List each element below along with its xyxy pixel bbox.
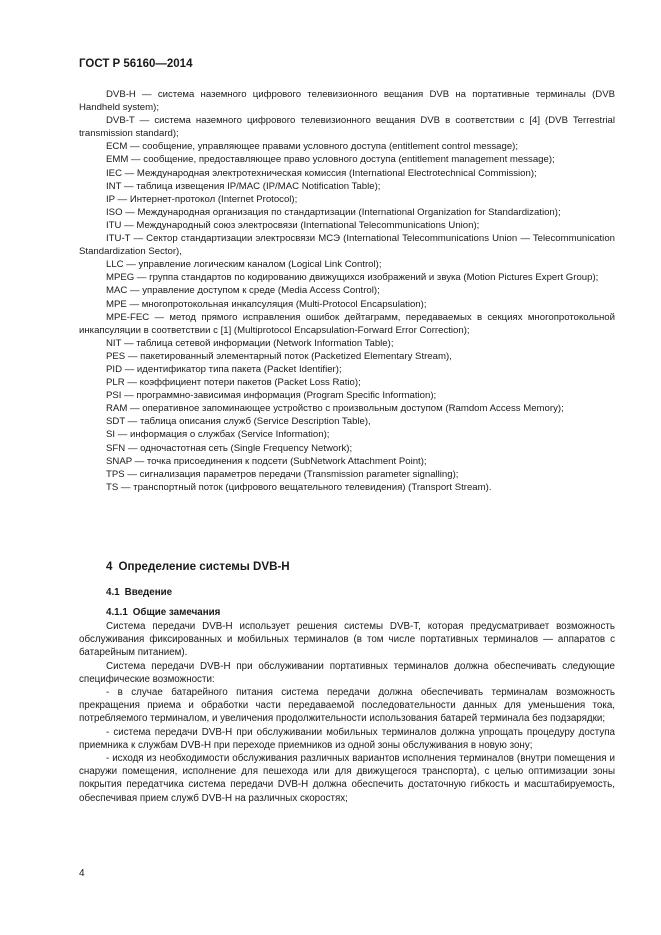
abbreviation-item: ITU-T — Сектор стандартизации электросвязи МСЭ (International Telecommunications Union — Telecommunication Standardization Sector), bbox=[79, 233, 615, 258]
document-header: ГОСТ Р 56160—2014 bbox=[79, 58, 193, 70]
abbreviation-item: SFN — одночастотная сеть (Single Frequency Network); bbox=[106, 442, 353, 454]
abbreviation-item: PLR — коэффициент потери пакетов (Packet Loss Ratio); bbox=[106, 377, 361, 389]
abbreviation-item: PES — пакетированный элементарный поток (Packetized Elementary Stream), bbox=[106, 350, 452, 362]
body-paragraph: Система передачи DVB-H при обслуживании портативных терминалов должна обеспечивать следующие специфические возможности: bbox=[79, 660, 615, 685]
abbreviation-item: SNAP — точка присоединения к подсети (SubNetwork Attachment Point); bbox=[106, 455, 427, 467]
abbreviation-item: RAM — оперативное запоминающее устройство с произвольным доступом (Ramdom Access Memory); bbox=[106, 403, 564, 415]
subsection-number: 4.1.1 bbox=[106, 607, 128, 618]
section-number: 4 bbox=[106, 560, 113, 573]
subsection-heading-4-1-1 bbox=[79, 607, 615, 618]
abbreviation-item: MPEG — группа стандартов по кодированию движущихся изображений и звука (Motion Pictures Expert Group); bbox=[106, 272, 599, 284]
abbreviation-item: INT — таблица извещения IP/MAC (IP/MAC Notification Table); bbox=[106, 180, 381, 192]
abbreviation-item: TPS — сигнализация параметров передачи (Transmission parameter signalling); bbox=[106, 468, 459, 480]
abbreviation-item: EMM — сообщение, предоставляющее право условного доступа (entitlement management message); bbox=[106, 154, 555, 166]
abbreviation-item: ISO — Международная организация по стандартизации (International Organization for Standardization); bbox=[106, 206, 561, 218]
section-title: Определение системы DVB-H bbox=[118, 560, 290, 573]
subsection-number: 4.1 bbox=[106, 587, 120, 598]
abbreviation-item: SI — информация о службах (Service Information); bbox=[106, 429, 330, 441]
abbreviation-item: NIT — таблица сетевой информации (Network Information Table); bbox=[106, 337, 394, 349]
abbreviation-item: IP — Интернет-протокол (Internet Protocol); bbox=[106, 193, 298, 205]
abbreviation-item: ECM — сообщение, управляющее правами условного доступа (entitlement control message); bbox=[106, 141, 519, 153]
subsection-heading-4-1 bbox=[79, 587, 615, 598]
abbreviation-item: MAC — управление доступом к среде (Media Access Control); bbox=[106, 285, 380, 297]
abbreviation-item: LLC — управление логическим каналом (Logical Link Control); bbox=[106, 259, 382, 271]
body-paragraph: - исходя из необходимости обслуживания различных вариантов исполнения терминалов (внутри помещения и снаружи помещения, исполнение для пешехода или для движущегося транспорта), с целью оптимизации зоны покрытия передатчика система передачи DVB-H должна обеспечить достаточную гибкость и масштабируемость, обеспечивая прием служб DVB-H на различных скоростях; bbox=[79, 753, 615, 804]
subsection-title: Введение bbox=[124, 587, 173, 598]
body-paragraph: - система передачи DVB-H при обслуживании мобильных терминалов должна упрощать процедуру доступа приемника к службам DVB-H при переходе приемников из одной зоны обслуживания в новую зону; bbox=[79, 726, 615, 751]
abbreviation-item: SDT — таблица описания служб (Service Description Table), bbox=[106, 416, 371, 428]
abbreviation-item: PID — идентификатор типа пакета (Packet Identifier); bbox=[106, 363, 342, 375]
section-heading-4 bbox=[79, 560, 615, 573]
abbreviation-item: PSI — программно-зависимая информация (Program Specific Information); bbox=[106, 390, 437, 402]
abbreviation-item: DVB-T — система наземного цифрового телевизионного вещания DVB в соответствии с [4] (DVB Terrestrial transmission standard); bbox=[79, 115, 615, 140]
abbreviation-item: DVB-H — система наземного цифрового телевизионного вещания DVB на портативные терминалы (DVB Handheld system); bbox=[79, 89, 615, 114]
body-paragraph: - в случае батарейного питания система передачи должна обеспечивать терминалам возможность прекращения приема и обработки части передаваемой последовательности данных для уменьшения тока, потребляемого терминалом, и увеличения продолжительности использования батарей терминала без подзарядки; bbox=[79, 687, 615, 725]
abbreviation-list bbox=[79, 88, 615, 494]
abbreviation-item: TS — транспортный поток (цифрового вещательного телевидения) (Transport Stream). bbox=[106, 481, 492, 493]
abbreviation-item: IEC — Международная электротехническая комиссия (International Electrotechnical Commission); bbox=[106, 167, 537, 179]
page-number: 4 bbox=[79, 868, 85, 879]
abbreviation-item: MPE-FEC — метод прямого исправления ошибок дейтаграмм, передаваемых в секциях многопротокольной инкапсуляции в соответствии с [1] (Multiprotocol Encapsulation-Forward Error Correction); bbox=[79, 311, 615, 336]
body-paragraph: Система передачи DVB-H использует решения системы DVB-T, которая предусматривает возможность обслуживания фиксированных и мобильных терминалов (в том числе портативных терминалов — аппаратов с батарейным питанием). bbox=[79, 621, 615, 659]
abbreviation-item: MPE — многопротокольная инкапсуляция (Multi-Protocol Encapsulation); bbox=[106, 298, 427, 310]
abbreviation-item: ITU — Международный союз электросвязи (International Telecommunications Union); bbox=[106, 219, 480, 231]
subsection-title: Общие замечания bbox=[132, 607, 221, 618]
section-body bbox=[79, 620, 615, 805]
